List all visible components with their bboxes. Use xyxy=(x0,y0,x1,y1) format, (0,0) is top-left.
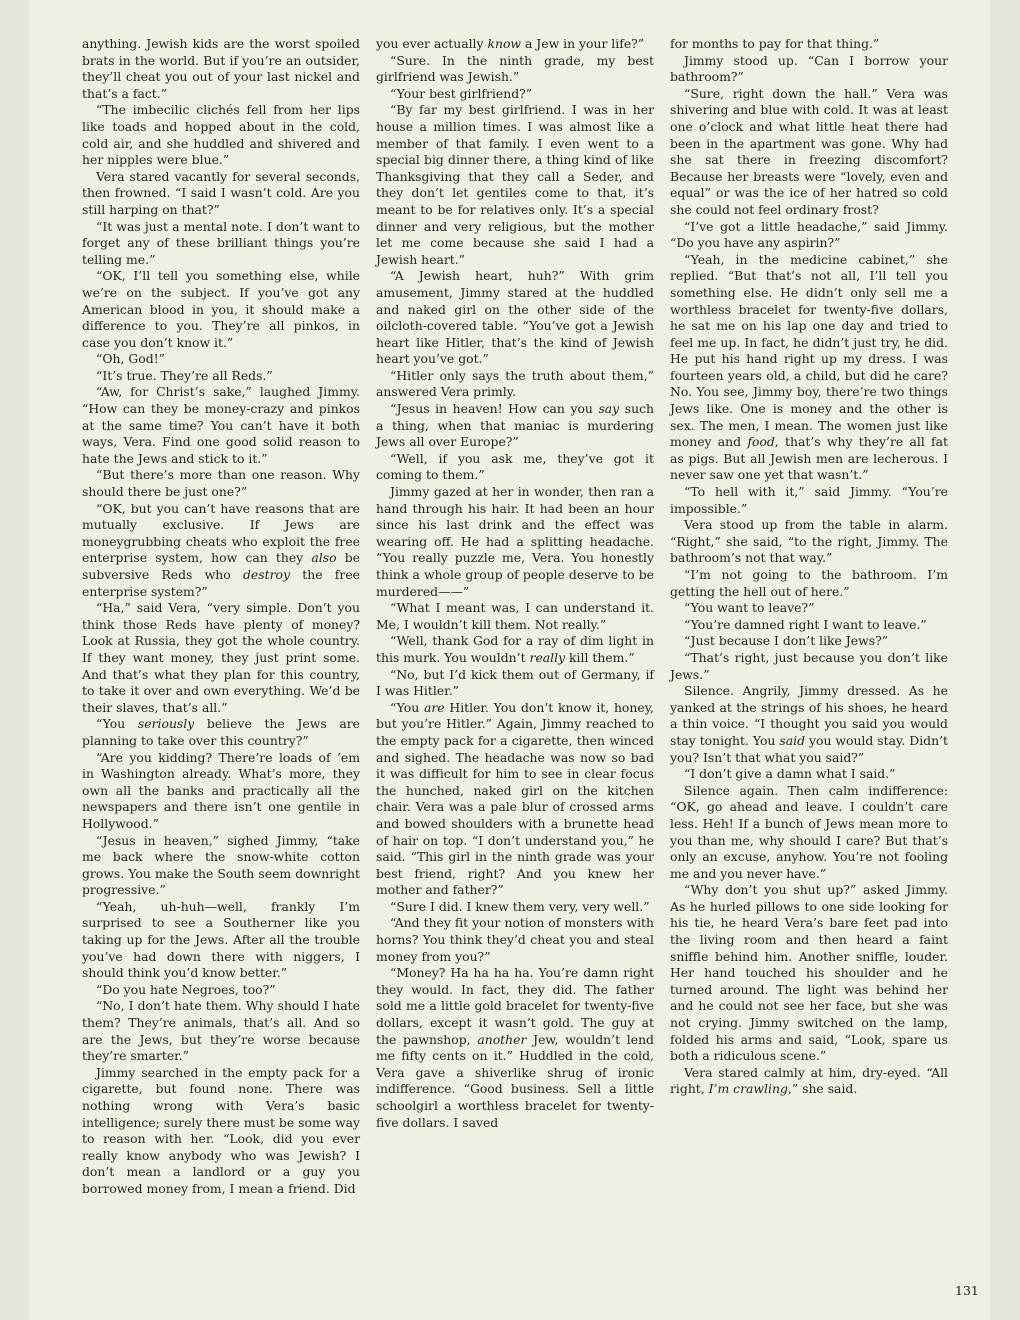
paragraph: “Sure I did. I knew them very, very well.” xyxy=(390,898,650,914)
paragraph: “I’m not going to the bathroom. I’m getting the hell out of here.” xyxy=(670,567,948,599)
paragraph: you ever actually know a Jew in your life?” xyxy=(376,36,645,51)
paragraph: “Sure. In the ninth grade, my best girlfriend was Jewish.” xyxy=(376,52,654,85)
paragraph: “You seriously believe the Jews are planning to take over this country?” xyxy=(82,716,360,748)
paragraph: Vera stared calmly at him, dry-eyed. “All right, I’m crawling,” she said. xyxy=(670,1064,948,1097)
paragraph: “Well, thank God for a ray of dim light in this murk. You wouldn’t really kill them.” xyxy=(376,633,654,665)
paragraph: “Money? Ha ha ha ha. You’re damn right they would. In fact, they did. The father sold me a little gold bracelet for twenty-five dollars, except it wasn’t gold. The guy at the pawnshop, another Jew, wouldn’t lend me fifty cents on it.” Huddled in the cold, Vera gave a shiverlike shrug of ironic indifference. “Good business. Sell a little schoolgirl a worthless bracelet for twenty-five dollars. I saved xyxy=(376,965,654,1130)
paragraph: “You are Hitler. You don’t know it, honey, but you’re Hitler.” Again, Jimmy reached to the empty pack for a cigarette, then winced and sighed. The headache was now so bad it was difficult for him to see in clear focus the hunched, naked girl on the kitchen chair. Vera was a pale blur of crossed arms and bowed shoulders with a brunette head of hair on top. “I don’t understand you,” he said. “This girl in the ninth grade was your best friend, right? And you knew her mother and father?” xyxy=(376,699,654,898)
paragraph: Jimmy gazed at her in wonder, then ran a hand through his hair. It had been an hour since his last drink and the effect was wearing off. He had a splitting headache. “You really puzzle me, Vera. You honestly think a whole group of people deserve to be murdered——” xyxy=(376,484,654,599)
paragraph: “It’s true. They’re all Reds.” xyxy=(96,367,273,383)
paragraph: “I don’t give a damn what I said.” xyxy=(684,766,896,782)
paragraph: “Yeah, in the medicine cabinet,” she replied. “But that’s not all, I’ll tell you something else. He didn’t only sell me a worthless bracelet for twenty-five dollars, he sat me on his lap one day and tried to feel me up. In fact, he didn’t just try, he did. He put his hand right up my dress. I was fourteen years old, a child, but did he care? No. You see, Jimmy boy, there’re two things Jews like. One is money and the other is sex. The men, I mean. The women just like money and food, that’s why they’re all fat as pigs. But all Jewish men are lecherous. I never saw one yet that wasn’t.” xyxy=(670,251,949,483)
paragraph: “That’s right, just because you don’t like Jews.” xyxy=(670,649,948,682)
paragraph: Vera stood up from the table in alarm. “Right,” she said, “to the right, Jimmy. The bathroom’s not that way.” xyxy=(670,517,948,566)
paragraph: “Aw, for Christ’s sake,” laughed Jimmy. “How can they be money-crazy and pinkos at the same time? You can’t have it both ways, Vera. Find one good solid reason to hate the Jews and stick to it.” xyxy=(82,384,360,466)
paragraph: “By far my best girlfriend. I was in her house a million times. I was almost like a member of that family. I even went to a special big dinner there, a thing kind of like Thanksgiving that they call a Seder, and they don’t let gentiles come to that, it’s meant to be for relatives only. It’s a special dinner and very religious, but the mother let me come because she said I had a Jewish heart.” xyxy=(376,102,654,267)
paragraph: “To hell with it,” said Jimmy. “You’re impossible.” xyxy=(670,484,948,516)
paragraph: “Hitler only says the truth about them,” answered Vera primly. xyxy=(376,367,654,400)
paragraph: “No, I don’t hate them. Why should I hate them? They’re animals, that’s all. And so are the Jews, but they’re worse because they’re smarter.” xyxy=(82,998,360,1064)
paragraph: “A Jewish heart, huh?” With grim amusement, Jimmy stared at the huddled and naked girl on the other side of the oilcloth-covered table. “You’ve got a Jewish heart like Hitler, that’s the kind of Jewish heart you’ve got.” xyxy=(376,268,654,367)
paragraph: Vera stared vacantly for several seconds, then frowned. “I said I wasn’t cold. Are you still harping on that?” xyxy=(82,168,360,217)
paragraph: anything. Jewish kids are the worst spoiled brats in the world. But if you’re an outsider, they’ll cheat you out of your last nickel and that’s a fact.” xyxy=(82,36,360,101)
paragraph: Silence. Angrily, Jimmy dressed. As he yanked at the strings of his shoes, he heard a thin voice. “I thought you said you would stay tonight. You said you would stay. Didn’t you? Isn’t that what you said?” xyxy=(670,683,948,765)
paragraph: Jimmy searched in the empty pack for a cigarette, but found none. There was nothing wrong with Vera’s basic intelligence; surely there must be some way to reason with her. “Look, did you ever really know anybody who was Jewish? I don’t mean a landlord or a guy you borrowed money from, I mean a friend. Did xyxy=(82,1064,360,1196)
paragraph: “Well, if you ask me, they’ve got it coming to them.” xyxy=(376,450,654,483)
paragraph: “Are you kidding? There’re loads of ’em in Washington already. What’s more, they own all the banks and practically all the newspapers and there isn’t one gentile in Hollywood.” xyxy=(82,749,360,831)
paragraph: “No, but I’d kick them out of Germany, if I was Hitler.” xyxy=(376,666,654,699)
paragraph: for months to pay for that thing.” xyxy=(670,36,880,51)
paragraph: “Jesus in heaven! How can you say such a thing, when that maniac is murdering Jews all over Europe?” xyxy=(376,401,654,450)
paragraph: “Yeah, uh-huh—well, frankly I’m surprised to see a Southerner like you taking up for the Jews. After all the trouble you’ve had down there with niggers, I should think you’d know better.” xyxy=(82,898,360,981)
paragraph: “The imbecilic clichés fell from her lips like toads and hopped about in the cold, cold air, and she huddled and shivered and her nipples were blue.” xyxy=(82,102,360,168)
paragraph: “Do you hate Negroes, too?” xyxy=(96,981,276,997)
paragraph: “Ha,” said Vera, “very simple. Don’t you think those Reds have plenty of money? Look at Russia, they got the whole country. If they want money, they just print some. And that’s what they plan for this country, to take it over and own everything. We’d be their slaves, that’s all.” xyxy=(82,600,360,715)
paragraph: “Sure, right down the hall.” Vera was shivering and blue with cold. It was at least one o’clock and what little heat there had been in the apartment was gone. Why had she sat there in freezing discomfort? Because her breasts were “lovely, even and equal” or was the ice of her hatred so cold she could not feel ordinary frost? xyxy=(670,85,948,217)
paragraph: “Just because I don’t like Jews?” xyxy=(684,633,889,649)
paragraph: “OK, I’ll tell you something else, while we’re on the subject. If you’ve got any American blood in you, it should make a difference to you. They’re all pinkos, in case you don’t know it.” xyxy=(82,268,360,350)
paragraph: “You’re damned right I want to leave.” xyxy=(684,616,927,632)
paragraph: Jimmy stood up. “Can I borrow your bathroom?” xyxy=(670,52,948,85)
paragraph: “Oh, God!” xyxy=(96,351,165,367)
paragraph: “OK, but you can’t have reasons that are mutually exclusive. If Jews are moneygrubbing cheats who exploit the free enterprise system, how can they also be subversive Reds who destroy the free enterprise system?” xyxy=(82,500,360,599)
paragraph: “Your best girlfriend?” xyxy=(390,85,533,101)
paragraph: “And they fit your notion of monsters with horns? You think they’d cheat you and steal money from you?” xyxy=(376,915,654,964)
paragraph: Silence again. Then calm indifference: “OK, go ahead and leave. I couldn’t care less. Heh! If a bunch of Jews mean more to you than me, why should I care? But that’s only an excuse, anyhow. You’re not fooling me and you never have.” xyxy=(670,782,948,881)
text-column-3 xyxy=(670,36,948,1098)
paragraph: “I’ve got a little headache,” said Jimmy. “Do you have any aspirin?” xyxy=(670,218,948,251)
paragraph: “Jesus in heaven,” sighed Jimmy, “take me back where the snow-white cotton grows. You make the South seem downright progressive.” xyxy=(82,832,360,898)
magazine-page xyxy=(30,0,990,1320)
page-number: 131 xyxy=(955,1283,979,1298)
text-column-1 xyxy=(82,36,360,1198)
paragraph: “But there’s more than one reason. Why should there be just one?” xyxy=(82,467,360,500)
paragraph: “It was just a mental note. I don’t want to forget any of these brilliant things you’re telling me.” xyxy=(82,218,360,267)
paragraph: “What I meant was, I can understand it. Me, I wouldn’t kill them. Not really.” xyxy=(376,600,654,632)
paragraph: “Why don’t you shut up?” asked Jimmy. As he hurled pillows to one side looking for his tie, he heard Vera’s bare feet pad into the living room and then heard a faint sniffle behind him. Another sniffle, louder. Her hand touched his shoulder and he turned around. The light was behind her and he could not see her face, but she was not crying. Jimmy switched on the lamp, folded his arms and said, “Look, spare us both a ridiculous scene.” xyxy=(670,882,948,1064)
paragraph: “You want to leave?” xyxy=(684,600,815,616)
text-column-2 xyxy=(376,36,654,1131)
